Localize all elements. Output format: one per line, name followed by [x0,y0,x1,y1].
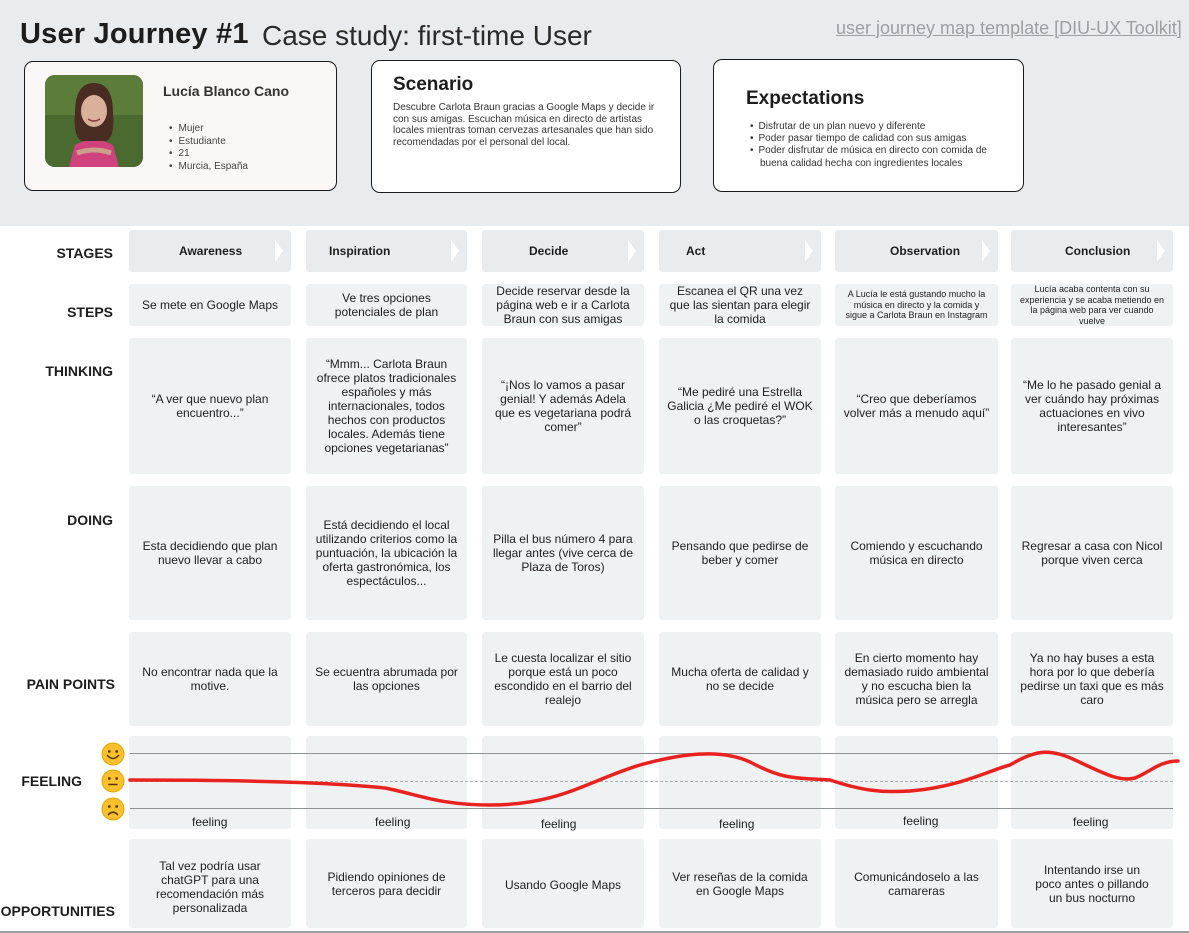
feeling-tag: feeling [375,815,411,829]
step-cell: Decide reservar desde la página web e ir a Carlota Braun con sus amigas [482,284,644,326]
row-label-feeling: FEELING [21,773,82,789]
opportunity-cell: Tal vez podría usar chatGPT para una recomendación más personalizada [129,839,291,928]
thinking-cell: “¡Nos lo vamos a pasar genial! Y además Adela que es vegetariana podrá comer” [482,338,644,474]
pain-point-cell: Mucha oferta de calidad y no se decide [659,632,821,726]
toolkit-link[interactable]: user journey map template [DIU-UX Toolkit] [836,18,1182,38]
expectation-item: • Poder disfrutar de música en directo con comida de buena calidad hecha con ingredientes locales [750,145,1010,169]
doing-cell: Pensando que pedirse de beber y comer [659,486,821,620]
thinking-cell: “Mmm... Carlota Braun ofrece platos tradicionales españoles y más internacionales, todos hechos con productos locales. Además tiene opciones vegetarianas” [306,338,467,474]
feeling-tag: feeling [541,817,577,831]
row-label-doing: DOING [67,512,113,528]
opportunity-cell: Intentando irse un poco antes o pillando un bus nocturno [1011,839,1173,928]
step-cell: Lucía acaba contenta con su experiencia y se acaba metiendo en la página web para ver cuando vuelve [1011,284,1173,326]
thinking-cell: “A ver que nuevo plan encuentro...” [129,338,291,474]
expectations-title: Expectations [746,88,865,109]
doing-cell: Pilla el bus número 4 para llegar antes (vive cerca de Plaza de Toros) [482,486,644,620]
step-cell: Se mete en Google Maps [129,284,291,326]
doing-cell: Regresar a casa con Nicol porque viven cerca [1011,486,1173,620]
thinking-cell: “Creo que deberíamos volver más a menudo aquí” [835,338,998,474]
step-cell: Ve tres opciones potenciales de plan [306,284,467,326]
persona-location: • Murcia, España [169,161,248,174]
thinking-cell: “Me pediré una Estrella Galicia ¿Me pediré el WOK o las croquetas?” [659,338,821,474]
pain-point-cell: Se ecuentra abrumada por las opciones [306,632,467,726]
pain-point-cell: Le cuesta localizar el sitio porque está un poco escondido en el barrio del realejo [482,632,644,726]
feeling-curve [130,752,1178,805]
feeling-tag: feeling [903,814,939,828]
opportunity-cell: Comunicándoselo a las camareras [835,839,998,928]
row-label-thinking: THINKING [45,363,113,379]
expectation-item: • Disfrutar de un plan nuevo y diferente [750,121,1010,133]
persona-occupation: • Estudiante [169,136,248,149]
persona-age: • 21 [169,148,248,161]
opportunity-cell: Usando Google Maps [482,839,644,928]
thinking-cell: “Me lo he pasado genial a ver cuándo hay próximas actuaciones en vivo interesantes” [1011,338,1173,474]
opportunity-cell: Ver reseñas de la comida en Google Maps [659,839,821,928]
stage-label: Decide [529,244,569,258]
scenario-title: Scenario [393,74,474,95]
pain-point-cell: En cierto momento hay demasiado ruido ambiental y no escucha bien la música pero se arregla [835,632,998,726]
page-title: User Journey #1 [20,18,249,50]
page-subtitle: Case study: first-time User [262,20,592,51]
stage-label: Observation [890,244,961,258]
pain-point-cell: No encontrar nada que la motive. [129,632,291,726]
step-cell: Escanea el QR una vez que las sientan para elegir la comida [659,284,821,326]
stage-label: Awareness [179,244,243,258]
feeling-tag: feeling [192,815,228,829]
stage-label: Inspiration [329,244,391,258]
scenario-text: Descubre Carlota Braun gracias a Google Maps y decide ir con sus amigas. Escuchan música en directo de artistas locales mientras toman cervezas artesanales que han sido recomendadas por el personal del local. [393,102,655,148]
feeling-tag: feeling [719,817,755,831]
row-label-pain-points: PAIN POINTS [26,676,115,692]
stage-label: Conclusion [1065,244,1131,258]
row-label-opportunities: OPPORTUNITIES [0,903,115,919]
feeling-tag: feeling [1073,815,1109,829]
persona-gender: • Mujer [169,123,248,136]
row-label-steps: STEPS [67,304,113,320]
doing-cell: Comiendo y escuchando música en directo [835,486,998,620]
doing-cell: Está decidiendo el local utilizando criterios como la puntuación, la ubicación la oferta gastronómica, los espectáculos... [306,486,467,620]
persona-name: Lucía Blanco Cano [163,83,290,99]
row-label-stages: STAGES [56,245,113,261]
expectation-item: • Poder pasar tiempo de calidad con sus amigas [750,133,1010,145]
stage-label: Act [686,244,706,258]
doing-cell: Esta decidiendo que plan nuevo llevar a cabo [129,486,291,620]
opportunity-cell: Pidiendo opiniones de terceros para decidir [306,839,467,928]
pain-point-cell: Ya no hay buses a esta hora por lo que debería pedirse un taxi que es más caro [1011,632,1173,726]
step-cell: A Lucía le está gustando mucho la música en directo y la comida y sigue a Carlota Braun en Instagram [835,284,998,326]
